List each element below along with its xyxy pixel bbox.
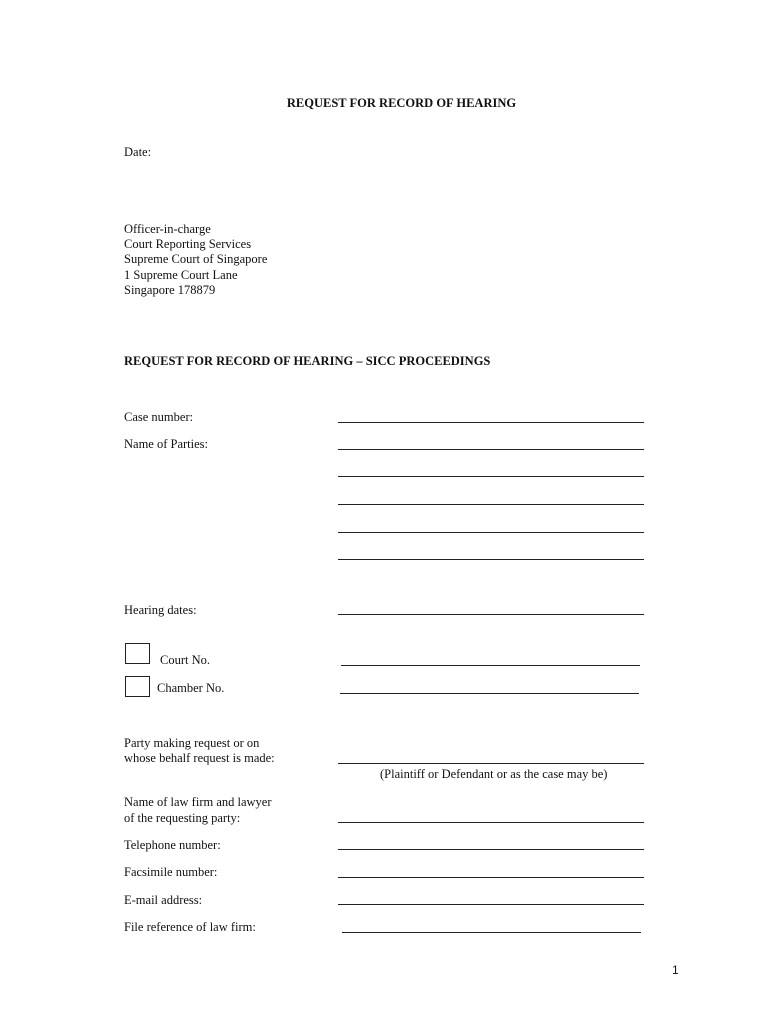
parties-field-line-1[interactable] <box>338 449 644 450</box>
law-firm-label-line-2: of the requesting party: <box>124 811 241 825</box>
email-label: E-mail address: <box>124 893 203 907</box>
requesting-party-hint: (Plaintiff or Defendant or as the case may be) <box>380 767 608 781</box>
facsimile-label: Facsimile number: <box>124 865 218 879</box>
address-line-1: Officer-in-charge <box>124 222 211 236</box>
parties-label: Name of Parties: <box>124 437 209 451</box>
address-line-3: Supreme Court of Singapore <box>124 252 268 267</box>
requesting-party-label-line-1: Party making request or on <box>124 736 260 750</box>
case-number-field[interactable] <box>338 422 644 423</box>
court-no-checkbox[interactable] <box>125 643 150 664</box>
address-line-4: 1 Supreme Court Lane <box>124 267 238 282</box>
court-no-label: Court No. <box>160 653 210 667</box>
hearing-dates-field[interactable] <box>338 614 644 615</box>
page-title: REQUEST FOR RECORD OF HEARING <box>286 96 517 110</box>
telephone-label: Telephone number: <box>124 838 221 852</box>
page-number: 1 <box>672 963 679 977</box>
court-no-field[interactable] <box>341 665 640 666</box>
section-heading: REQUEST FOR RECORD OF HEARING – SICC PROCEEDINGS <box>124 354 491 368</box>
parties-field-line-2[interactable] <box>338 476 644 477</box>
file-reference-label: File reference of law firm: <box>124 920 256 934</box>
recipient-address <box>124 222 267 298</box>
email-field[interactable] <box>338 904 644 905</box>
parties-field-line-3[interactable] <box>338 504 644 505</box>
facsimile-field[interactable] <box>338 877 644 878</box>
address-line-2: Court Reporting Services <box>124 237 252 252</box>
parties-field-line-4[interactable] <box>338 532 644 533</box>
requesting-party-field[interactable] <box>338 763 644 764</box>
requesting-party-label-line-2: whose behalf request is made: <box>124 751 275 765</box>
telephone-field[interactable] <box>338 849 644 850</box>
parties-field-line-5[interactable] <box>338 559 644 560</box>
chamber-no-checkbox[interactable] <box>125 676 150 697</box>
chamber-no-label: Chamber No. <box>157 681 225 695</box>
address-line-5: Singapore 178879 <box>124 282 216 297</box>
chamber-no-field[interactable] <box>340 693 639 694</box>
hearing-dates-label: Hearing dates: <box>124 603 197 617</box>
law-firm-field[interactable] <box>338 822 644 823</box>
case-number-label: Case number: <box>124 410 194 424</box>
date-label: Date: <box>124 145 152 159</box>
law-firm-label-line-1: Name of law firm and lawyer <box>124 795 272 809</box>
file-reference-field[interactable] <box>342 932 641 933</box>
